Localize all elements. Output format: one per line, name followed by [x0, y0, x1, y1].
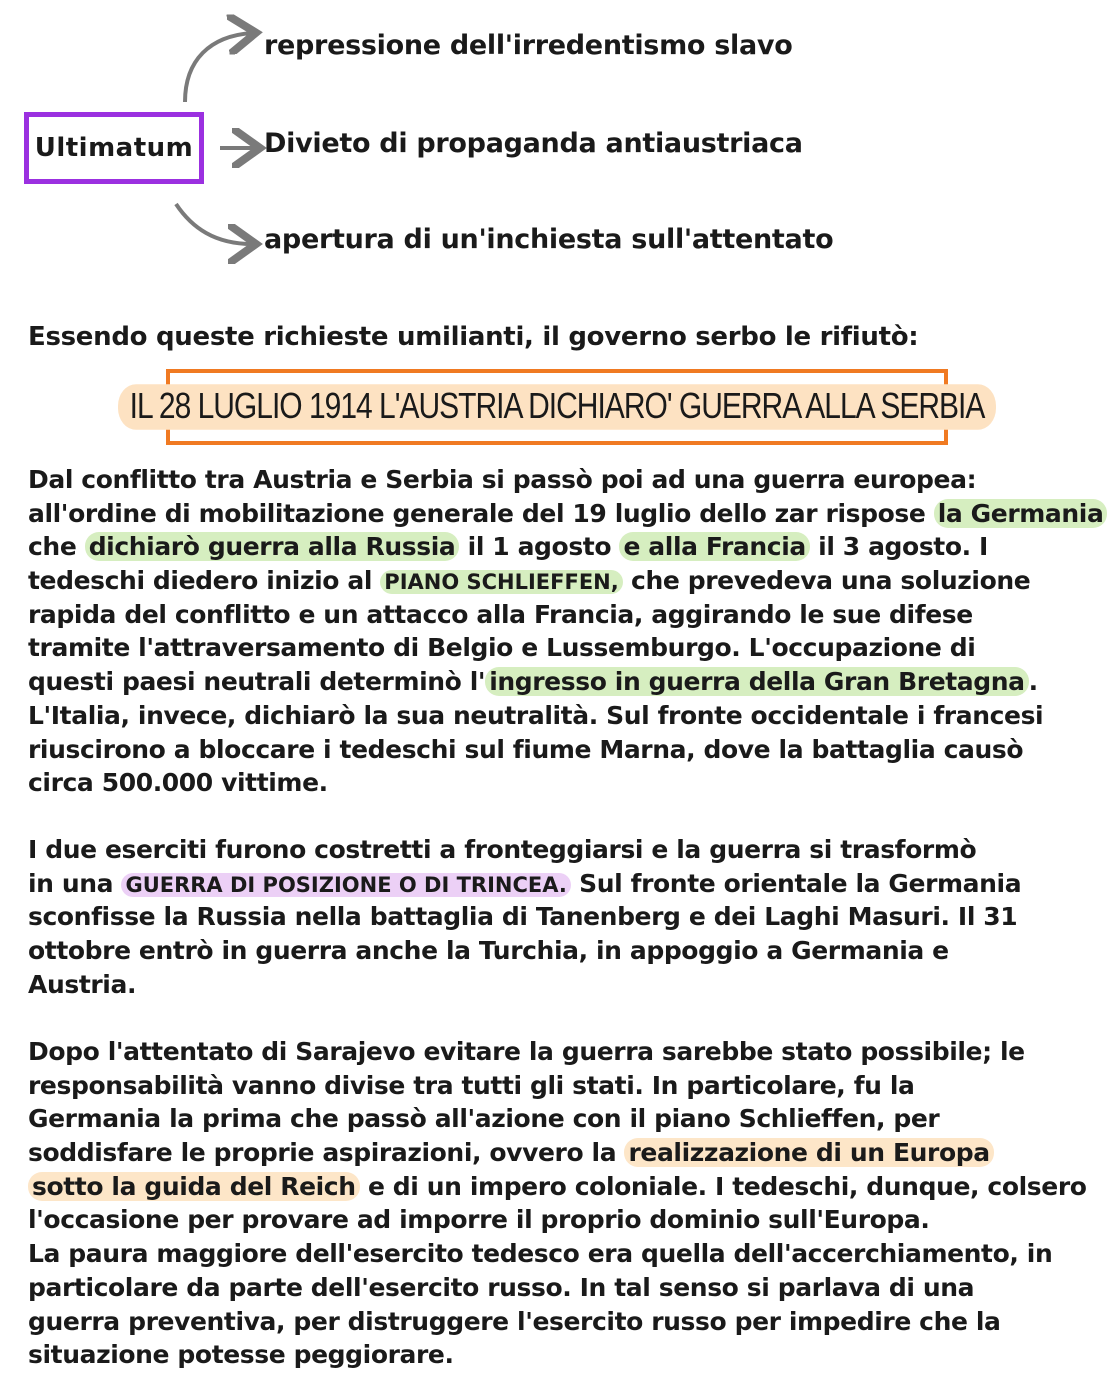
headline-text: IL 28 LUGLIO 1914 L'AUSTRIA DICHIARO' GUERRA ALLA SERBIA [118, 384, 997, 430]
highlight-europe: realizzazione di un Europa [624, 1138, 993, 1167]
text-line: tramite l'attraversamento di Belgio e Lussemburgo. L'occupazione di [28, 633, 976, 663]
text-line: circa 500.000 vittime. [28, 768, 328, 798]
text-span: tedeschi diedero inizio al [28, 566, 381, 596]
text-line: riuscirono a bloccare i tedeschi sul fiume Marna, dove la battaglia causò [28, 734, 1024, 764]
text-line: ottobre entrò in guerra anche la Turchia, in appoggio a Germania e [28, 936, 949, 966]
text-line: l'occasione per provare ad imporre il proprio dominio sull'Europa. [28, 1205, 930, 1235]
text-line: sconfisse la Russia nella battaglia di Tanenberg e dei Laghi Masuri. Il 31 [28, 902, 1018, 932]
text-span: il 3 agosto. I [809, 532, 988, 562]
branch-inquiry: apertura di un'inchiesta sull'attentato [264, 224, 834, 255]
text-span: e di un impero coloniale. I tedeschi, dunque, colsero [359, 1171, 1087, 1201]
arrow-up-curve [185, 33, 252, 102]
text-line: I due eserciti furono costretti a fronteggiarsi e la guerra si trasformò [28, 835, 977, 864]
text-line: guerra preventiva, per distruggere l'esercito russo per impedire che la [28, 1306, 1001, 1336]
text-span: all'ordine di mobilitazione generale del 19 luglio dello zar rispose [28, 498, 934, 528]
text-line [28, 1136, 1068, 1170]
text-line: particolare da parte dell'esercito russo. In tal senso si parlava di una [28, 1272, 975, 1302]
text-line [28, 564, 1068, 598]
text-line: L'Italia, invece, dichiarò la sua neutralità. Sul fronte occidentale i francesi [28, 700, 1044, 730]
paragraph-war-outbreak [28, 463, 1104, 800]
text-line [28, 867, 1068, 901]
arrow-down-curve [176, 204, 252, 244]
text-line: Germania la prima che passò all'azione con il piano Schlieffen, per [28, 1104, 940, 1134]
text-span: soddisfare le proprie aspirazioni, ovvero la [28, 1138, 625, 1168]
text-span: . [1028, 667, 1038, 697]
headline-box [129, 369, 985, 445]
text-span: in una [28, 868, 122, 898]
highlight-trench-war: GUERRA DI POSIZIONE O DI TRINCEA. [121, 873, 570, 897]
text-span: che prevedeva una soluzione [622, 566, 1031, 596]
paragraph-responsibility [28, 1035, 1087, 1372]
highlight-reich: sotto la guida del Reich [28, 1172, 360, 1201]
text-line [28, 665, 1068, 699]
ultimatum-label: Ultimatum [34, 133, 194, 163]
text-span: che [28, 532, 85, 562]
highlight-schlieffen: PIANO SCHLIEFFEN, [380, 570, 622, 594]
text-line: rapida del conflitto e un attacco alla Francia, aggirando le sue difese [28, 599, 973, 629]
intro-text: Essendo queste richieste umilianti, il governo serbo le rifiutò: [28, 322, 919, 352]
text-span: questi paesi neutrali determinò l' [28, 667, 486, 697]
paragraph-trench-war [28, 833, 1068, 1001]
text-line: situazione potesse peggiorare. [28, 1340, 454, 1370]
text-line [28, 530, 1068, 564]
ultimatum-box [24, 112, 204, 184]
highlight-germany: la Germania [934, 499, 1107, 528]
text-line: Dal conflitto tra Austria e Serbia si passò poi ad una guerra europea: [28, 465, 977, 494]
highlight-britain: ingresso in guerra della Gran Bretagna [485, 667, 1028, 696]
highlight-france: e alla Francia [619, 532, 809, 561]
branch-propaganda-ban: Divieto di propaganda antiaustriaca [264, 128, 803, 159]
text-span: il 1 agosto [459, 532, 620, 562]
highlight-war-russia: dichiarò guerra alla Russia [85, 532, 460, 561]
text-line: Austria. [28, 969, 137, 999]
text-line: La paura maggiore dell'esercito tedesco era quella dell'accerchiamento, in [28, 1239, 1053, 1269]
text-line [28, 1170, 1087, 1204]
text-span: Sul fronte orientale la Germania [570, 868, 1022, 898]
text-line: Dopo l'attentato di Sarajevo evitare la guerra sarebbe stato possibile; le [28, 1037, 1025, 1066]
text-line: responsabilità vanno divise tra tutti gli stati. In particolare, fu la [28, 1070, 915, 1100]
branch-repression: repressione dell'irredentismo slavo [264, 30, 793, 61]
text-line [28, 497, 1104, 531]
